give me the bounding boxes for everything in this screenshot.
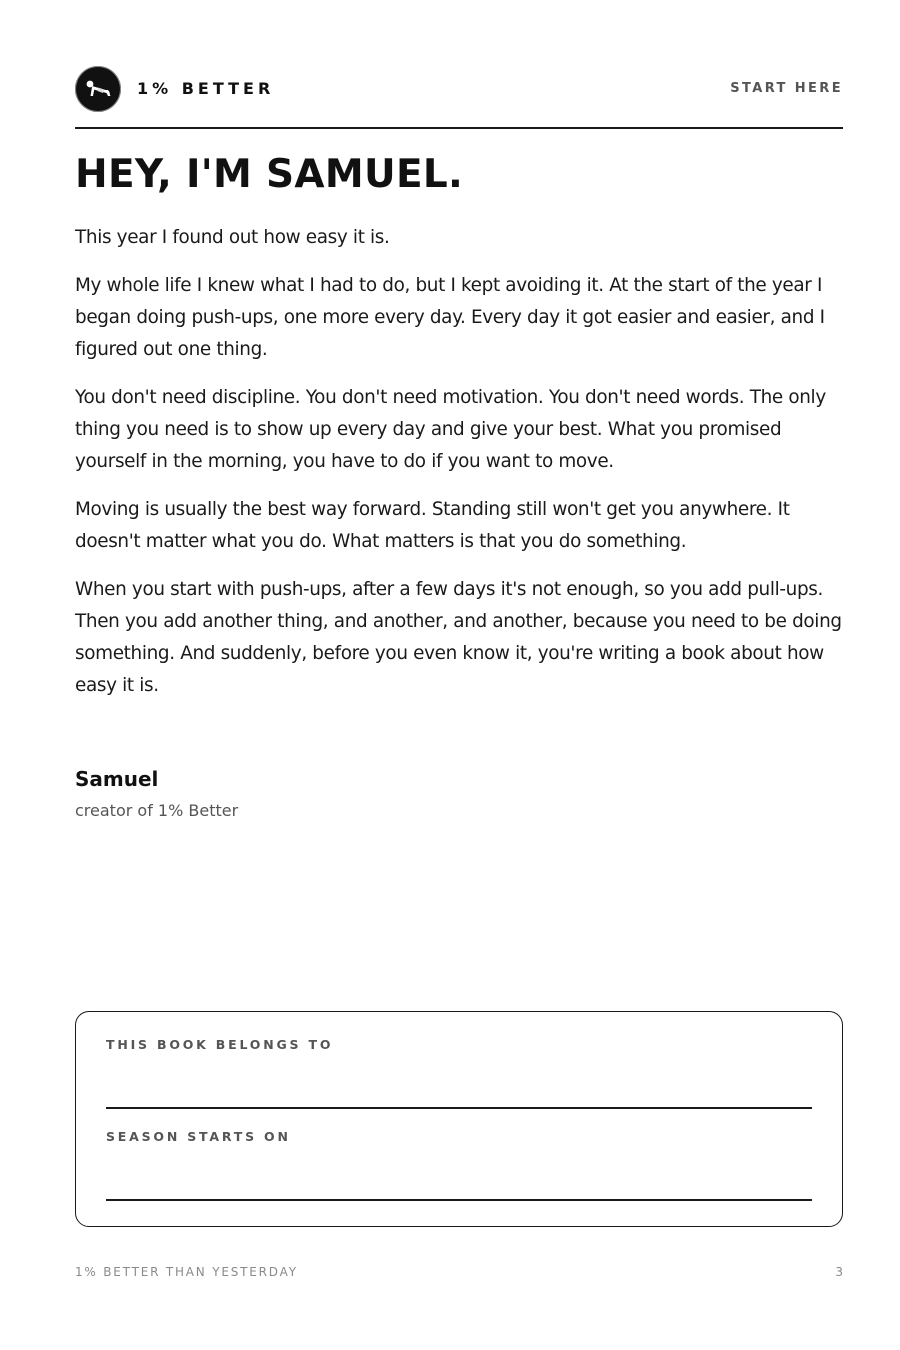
header-divider <box>75 127 843 129</box>
page-title: HEY, I'M SAMUEL. <box>75 152 464 197</box>
push-up-figure-icon <box>75 66 121 112</box>
paragraph: This year I found out how easy it is. <box>75 227 390 248</box>
page-number: 3 <box>835 1265 843 1279</box>
signature-role: creator of 1% Better <box>75 801 239 820</box>
page-header <box>75 66 843 114</box>
belongs-to-label: THIS BOOK BELONGS TO <box>106 1037 334 1052</box>
page <box>75 0 843 1350</box>
paragraph: You don't need discipline. You don't need motivation. You don't need words. The only thing you need is to show up every day and give your best. What you promised yourself in the morning, you have to do if you want to move. <box>75 387 826 472</box>
paragraph: Moving is usually the best way forward. Standing still won't get you anywhere. It doesn't matter what you do. What matters is that you do something. <box>75 499 790 552</box>
season-starts-field[interactable] <box>106 1199 812 1201</box>
letter-body <box>75 222 843 718</box>
belongs-to-field[interactable] <box>106 1107 812 1109</box>
ownership-box <box>75 1011 843 1227</box>
start-here-link[interactable]: START HERE <box>730 81 843 96</box>
signature-name: Samuel <box>75 767 159 791</box>
paragraph: My whole life I knew what I had to do, but I kept avoiding it. At the start of the year I began doing push-ups, one more every day. Every day it got easier and easier, and I figured out one thing. <box>75 275 825 360</box>
season-starts-label: SEASON STARTS ON <box>106 1129 291 1144</box>
footer-tagline: 1% BETTER THAN YESTERDAY <box>75 1265 298 1279</box>
paragraph: When you start with push-ups, after a few days it's not enough, so you add pull-ups. Then you add another thing, and another, and another, because you need to be doing something. And suddenly, before you even know it, you're writing a book about how easy it is. <box>75 579 842 696</box>
brand-name: 1% BETTER <box>137 79 275 98</box>
